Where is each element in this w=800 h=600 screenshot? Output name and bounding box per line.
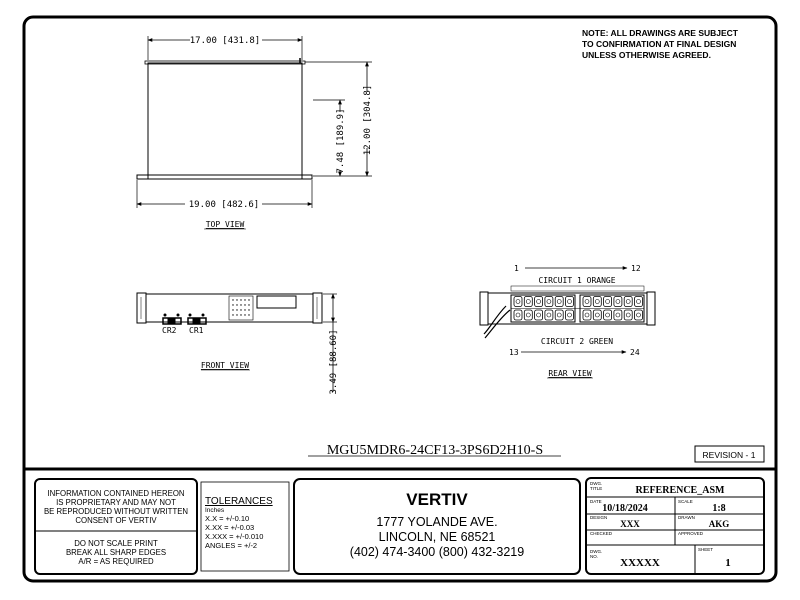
- outlet-receptacle: [555, 297, 563, 307]
- outlet-receptacle: [514, 297, 522, 307]
- outlet-socket: [595, 313, 599, 317]
- outlet-socket: [595, 300, 599, 304]
- note-line-2: TO CONFIRMATION AT FINAL DESIGN: [582, 39, 737, 49]
- outlet-receptacle: [593, 297, 601, 307]
- outlet-socket: [637, 300, 641, 304]
- outlet-socket: [547, 300, 551, 304]
- svg-text:APPROVED: APPROVED: [678, 531, 704, 536]
- drawing-info-block: [586, 478, 764, 574]
- outlet-receptacle: [583, 310, 591, 320]
- outlet-receptacle: [545, 310, 553, 320]
- outlet-receptacle: [624, 297, 632, 307]
- outlet-receptacle: [614, 297, 622, 307]
- circuit1-frame: [511, 286, 644, 291]
- drawing-date: 10/18/2024: [602, 503, 648, 514]
- note-line-1: NOTE: ALL DRAWINGS ARE SUBJECT: [582, 28, 738, 38]
- outlet-socket: [537, 300, 541, 304]
- outlet-socket: [547, 313, 551, 317]
- outlet-receptacle: [514, 310, 522, 320]
- svg-text:A/R = AS REQUIRED: A/R = AS REQUIRED: [78, 557, 154, 566]
- proprietary-notice: [44, 489, 188, 525]
- top-view-label: TOP VIEW: [205, 220, 245, 229]
- design-initials: XXX: [620, 519, 640, 529]
- top-view-rack-ears: [137, 175, 312, 179]
- circuit1-label: CIRCUIT 1 ORANGE: [538, 276, 616, 285]
- outlet-socket: [606, 300, 610, 304]
- tolerance-xx: X.XX = +/-0.03: [205, 523, 255, 532]
- vent-dots: [232, 299, 249, 315]
- print-notes: [66, 539, 166, 566]
- svg-text:DESIGN: DESIGN: [590, 515, 608, 520]
- drawing-title: REFERENCE_ASM: [635, 485, 725, 496]
- outlet-receptacle: [566, 297, 574, 307]
- circuit2-start: 13: [509, 348, 519, 357]
- tolerance-x: X.X = +/-0.10: [205, 514, 250, 523]
- outlet-socket: [516, 313, 520, 317]
- outlet-socket: [557, 300, 561, 304]
- outlet-receptacle: [593, 310, 601, 320]
- outlet-socket: [557, 313, 561, 317]
- tolerances-unit: Inches: [205, 507, 225, 514]
- outlet-socket: [616, 313, 620, 317]
- outlet-receptacle: [545, 297, 553, 307]
- rear-view-label: REAR VIEW: [548, 369, 592, 378]
- company-address-city: LINCOLN, NE 68521: [378, 530, 496, 544]
- display-window: [257, 296, 296, 308]
- top-view-width-dim: 17.00 [431.8]: [189, 36, 261, 46]
- front-view-label: FRONT VIEW: [200, 361, 250, 370]
- outlet-socket: [516, 300, 520, 304]
- svg-text:SCALE: SCALE: [678, 499, 693, 504]
- front-view-right-ear: [313, 293, 322, 323]
- outlet-socket: [568, 313, 572, 317]
- circuit2-end: 24: [630, 348, 640, 357]
- cr2-label: CR2: [162, 326, 177, 335]
- part-number: MGU5MDR6-24CF13-3PS6D2H10-S: [326, 443, 544, 458]
- svg-text:IS PROPRIETARY AND MAY NOT: IS PROPRIETARY AND MAY NOT: [56, 498, 176, 507]
- revision-label: REVISION - 1: [702, 450, 756, 460]
- tolerance-angles: ANGLES = +/-2: [205, 541, 258, 550]
- top-view-body: [148, 63, 302, 175]
- cr1-label: CR1: [189, 326, 204, 335]
- outlet-receptacle: [555, 310, 563, 320]
- tolerances-title: TOLERANCES: [205, 496, 273, 507]
- svg-text:CHECKED: CHECKED: [590, 531, 613, 536]
- company-address-street: 1777 YOLANDE AVE.: [376, 515, 498, 529]
- note-line-3: UNLESS OTHERWISE AGREED.: [582, 50, 711, 60]
- outlet-receptacle: [635, 297, 643, 307]
- outlet-socket: [616, 300, 620, 304]
- sheet-number: 1: [725, 557, 731, 569]
- outlet-receptacle: [604, 310, 612, 320]
- circuit2-label: CIRCUIT 2 GREEN: [540, 337, 614, 346]
- svg-text:DATE: DATE: [590, 499, 602, 504]
- outlet-socket: [526, 300, 530, 304]
- front-view-height-dim: 3.49 [88.60]: [329, 329, 339, 395]
- outlet-socket: [585, 313, 589, 317]
- outlet-receptacle: [583, 297, 591, 307]
- company-name: VERTIV: [406, 490, 468, 509]
- drawing-scale: 1:8: [712, 503, 726, 514]
- outlet-socket: [568, 300, 572, 304]
- outlet-receptacle: [604, 297, 612, 307]
- design-note: [582, 28, 739, 60]
- outlet-socket: [637, 313, 641, 317]
- svg-text:SHEET: SHEET: [698, 547, 714, 552]
- svg-text:DWG.: DWG.: [590, 549, 603, 554]
- front-view-left-ear: [137, 293, 146, 323]
- top-view-depth-outer-dim: 12.00 [304.8]: [363, 84, 373, 156]
- svg-text:BE REPRODUCED WITHOUT WRITTEN: BE REPRODUCED WITHOUT WRITTEN: [43, 507, 189, 516]
- rear-view-right-ear: [647, 292, 655, 325]
- outlet-receptacle: [535, 310, 543, 320]
- outlet-receptacle: [566, 310, 574, 320]
- outlet-receptacle: [635, 310, 643, 320]
- circuit1-start: 1: [514, 264, 519, 273]
- drawing-number: XXXXX: [620, 557, 660, 569]
- outlet-receptacle: [535, 297, 543, 307]
- svg-text:INFORMATION CONTAINED HEREON: INFORMATION CONTAINED HEREON: [47, 489, 185, 498]
- circuit1-end: 12: [631, 264, 641, 273]
- top-view-depth-inner-dim: 7.48 [189.9]: [336, 108, 346, 174]
- outlet-socket: [606, 313, 610, 317]
- svg-text:TITLE: TITLE: [590, 486, 603, 491]
- front-view: [137, 293, 339, 395]
- rear-view-left-ear: [480, 292, 488, 325]
- svg-text:CONSENT OF VERTIV: CONSENT OF VERTIV: [75, 516, 157, 525]
- outlet-receptacle: [614, 310, 622, 320]
- svg-text:DWG.: DWG.: [590, 481, 603, 486]
- svg-text:DO NOT SCALE PRINT: DO NOT SCALE PRINT: [74, 539, 158, 548]
- outlet-socket: [585, 300, 589, 304]
- outlet-socket: [526, 313, 530, 317]
- outlet-receptacle: [524, 297, 532, 307]
- outlet-receptacle: [624, 310, 632, 320]
- tolerance-xxx: X.XXX = +/-0.010: [205, 532, 264, 541]
- outlet-socket: [626, 300, 630, 304]
- outlet-receptacle: [524, 310, 532, 320]
- company-phones: (402) 474-3400 (800) 432-3219: [349, 545, 525, 559]
- svg-text:DRAWN: DRAWN: [678, 515, 695, 520]
- svg-text:BREAK ALL SHARP EDGES: BREAK ALL SHARP EDGES: [65, 548, 167, 557]
- svg-text:NO.: NO.: [590, 554, 599, 559]
- outlet-socket: [537, 313, 541, 317]
- top-view-overall-width-dim: 19.00 [482.6]: [188, 200, 260, 210]
- outlet-socket: [626, 313, 630, 317]
- drawn-initials: AKG: [708, 519, 730, 529]
